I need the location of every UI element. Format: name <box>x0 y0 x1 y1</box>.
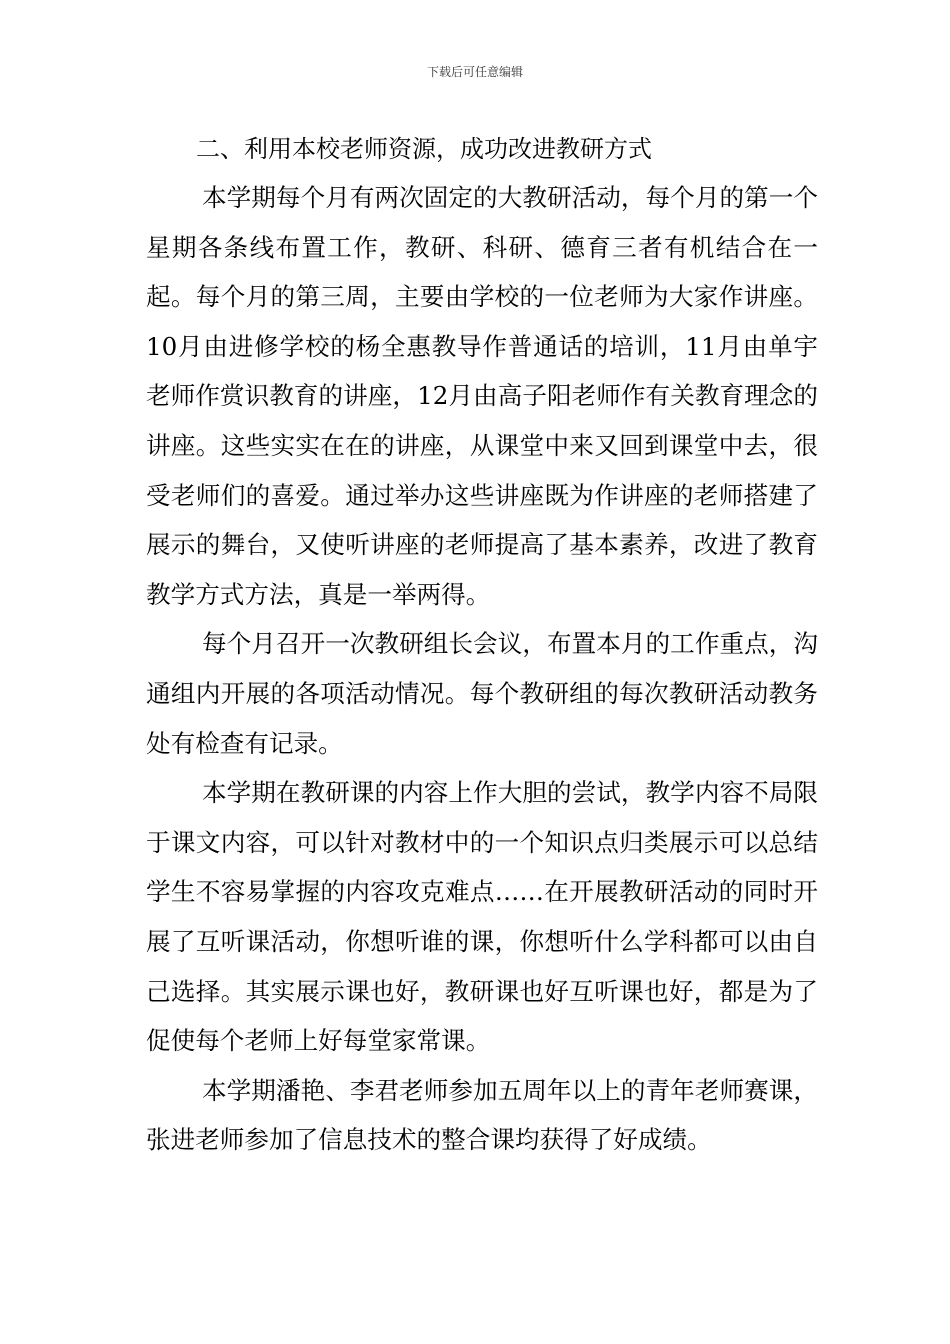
paragraph-lesson-content-reform: 本学期在教研课的内容上作大胆的尝试，教学内容不局限于课文内容，可以针对教材中的一个知识点归类展示可以总结学生不容易掌握的内容攻克难点……在开展教研活动的同时开展了互听课活动，你想听谁的课，你想听什么学科都可以由自己选择。其实展示课也好，教研课也好互听课也好，都是为了促使每个老师上好每堂家常课。 <box>146 778 818 1056</box>
page-header: 下载后可任意编辑 <box>426 65 523 79</box>
paragraph-competition-results: 本学期潘艳、李君老师参加五周年以上的青年老师赛课，张进老师参加了信息技术的整合课均获得了好成绩。 <box>146 1075 818 1155</box>
paragraph-group-leader-meeting: 每个月召开一次教研组长会议，布置本月的工作重点，沟通组内开展的各项活动情况。每个教研组的每次教研活动教务处有检查有记录。 <box>146 629 818 758</box>
document-body <box>146 127 818 1165</box>
section-heading: 二、利用本校老师资源，成功改进教研方式 <box>196 135 652 163</box>
paragraph-teaching-research-activities: 本学期每个月有两次固定的大教研活动，每个月的第一个星期各条线布置工作，教研、科研、德育三者有机结合在一起。每个月的第三周，主要由学校的一位老师为大家作讲座。10月由进修学校的杨全惠教导作普通话的培训，11月由单宇老师作赏识教育的讲座，12月由高子阳老师作有关教育理念的讲座。这些实实在在的讲座，从课堂中来又回到课堂中去，很受老师们的喜爱。通过举办这些讲座既为作讲座的老师搭建了展示的舞台，又使听讲座的老师提高了基本素养，改进了教育教学方式方法，真是一举两得。 <box>146 183 818 609</box>
